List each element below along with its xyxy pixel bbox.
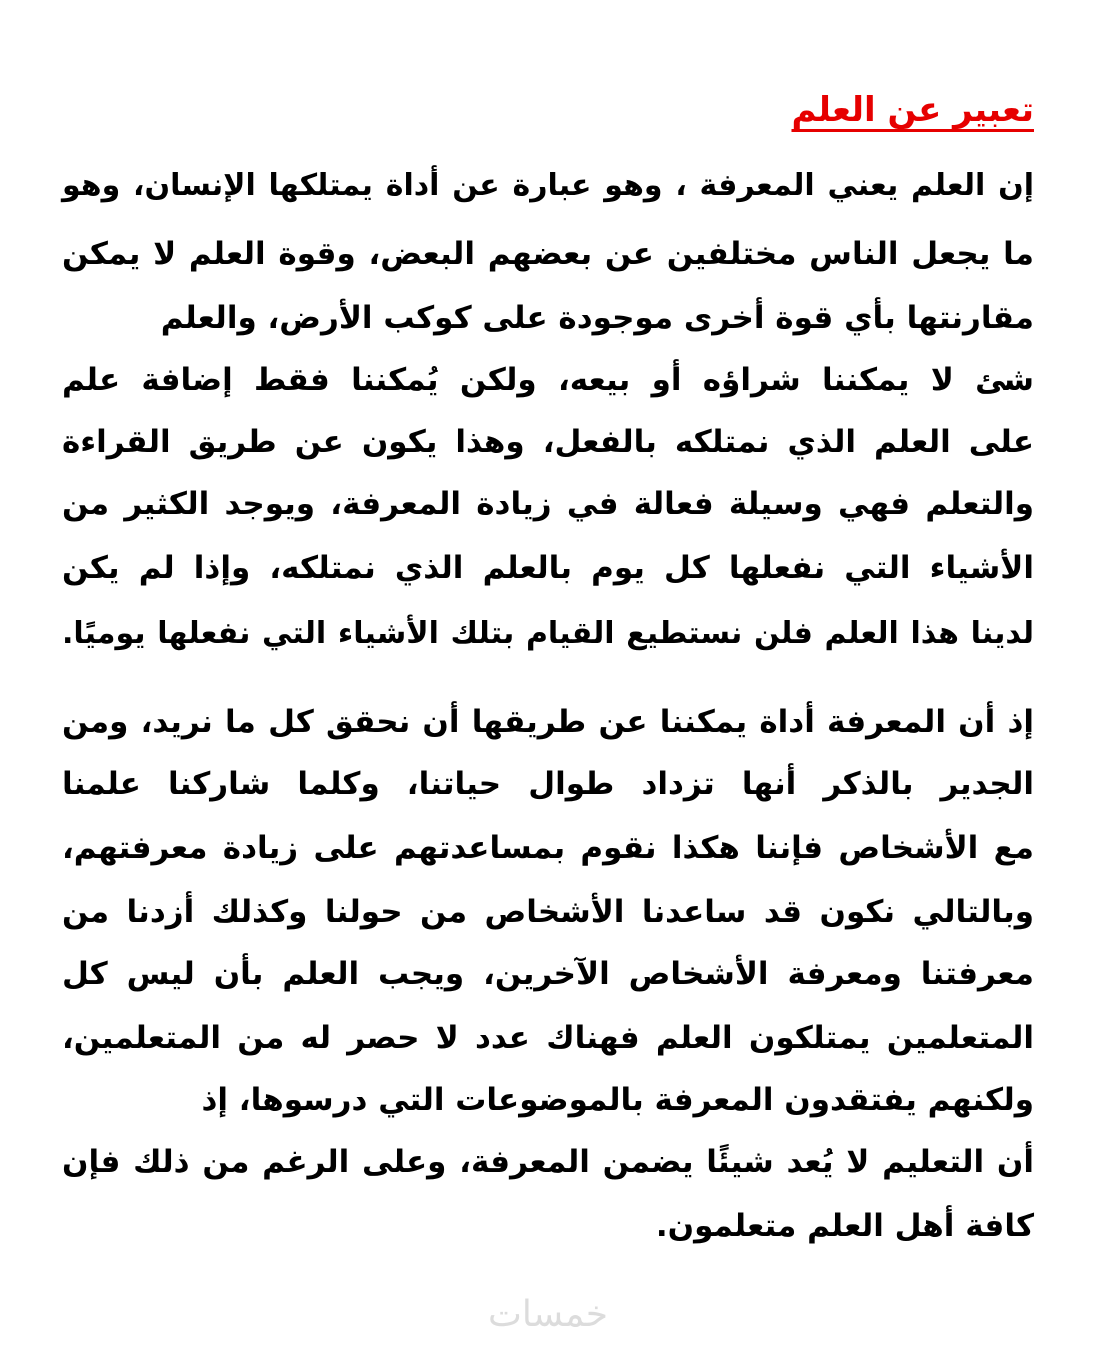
paragraph-line: مع الأشخاص فإننا هكذا نقوم بمساعدتهم على زيادة معرفتهم،	[62, 830, 1034, 866]
paragraph-line: إذ أن المعرفة أداة يمكننا عن طريقها أن نحقق كل ما نريد، ومن	[62, 704, 1034, 740]
paragraph-line: المتعلمين يمتلكون العلم فهناك عدد لا حصر له من المتعلمين،	[62, 1020, 1034, 1056]
paragraph-line: معرفتنا ومعرفة الأشخاص الآخرين، ويجب العلم بأن ليس كل	[62, 956, 1034, 992]
paragraph-line: أن التعليم لا يُعد شيئًا يضمن المعرفة، وعلى الرغم من ذلك فإن	[62, 1144, 1034, 1180]
paragraph-line: ما يجعل الناس مختلفين عن بعضهم البعض، وقوة العلم لا يمكن	[62, 236, 1034, 272]
paragraph-line: والتعلم فهي وسيلة فعالة في زيادة المعرفة، ويوجد الكثير من	[62, 486, 1034, 522]
paragraph-line: الجدير بالذكر أنها تزداد طوال حياتنا، وكلما شاركنا علمنا	[62, 766, 1034, 802]
paragraph-line: وبالتالي نكون قد ساعدنا الأشخاص من حولنا وكذلك أزدنا من	[62, 894, 1034, 930]
paragraph-line: شئ لا يمكننا شراؤه أو بيعه، ولكن يُمكننا فقط إضافة علم	[62, 362, 1034, 398]
watermark-logo: خمسات	[487, 1294, 609, 1335]
paragraph-line: على العلم الذي نمتلكه بالفعل، وهذا يكون عن طريق القراءة	[62, 424, 1034, 460]
paragraph-line: الأشياء التي نفعلها كل يوم بالعلم الذي نمتلكه، وإذا لم يكن	[62, 550, 1034, 586]
paragraph-line: مقارنتها بأي قوة أخرى موجودة على كوكب الأرض، والعلم	[160, 300, 1034, 336]
document-title: تعبير عن العلم	[791, 90, 1034, 130]
paragraph-line: إن العلم يعني المعرفة ، وهو عبارة عن أداة يمتلكها الإنسان، وهو	[62, 168, 1034, 203]
paragraph-line: لدينا هذا العلم فلن نستطيع القيام بتلك الأشياء التي نفعلها يوميًا.	[62, 616, 1034, 651]
paragraph-line: ولكنهم يفتقدون المعرفة بالموضوعات التي درسوها، إذ	[201, 1082, 1034, 1118]
paragraph-line: كافة أهل العلم متعلمون.	[655, 1208, 1034, 1244]
